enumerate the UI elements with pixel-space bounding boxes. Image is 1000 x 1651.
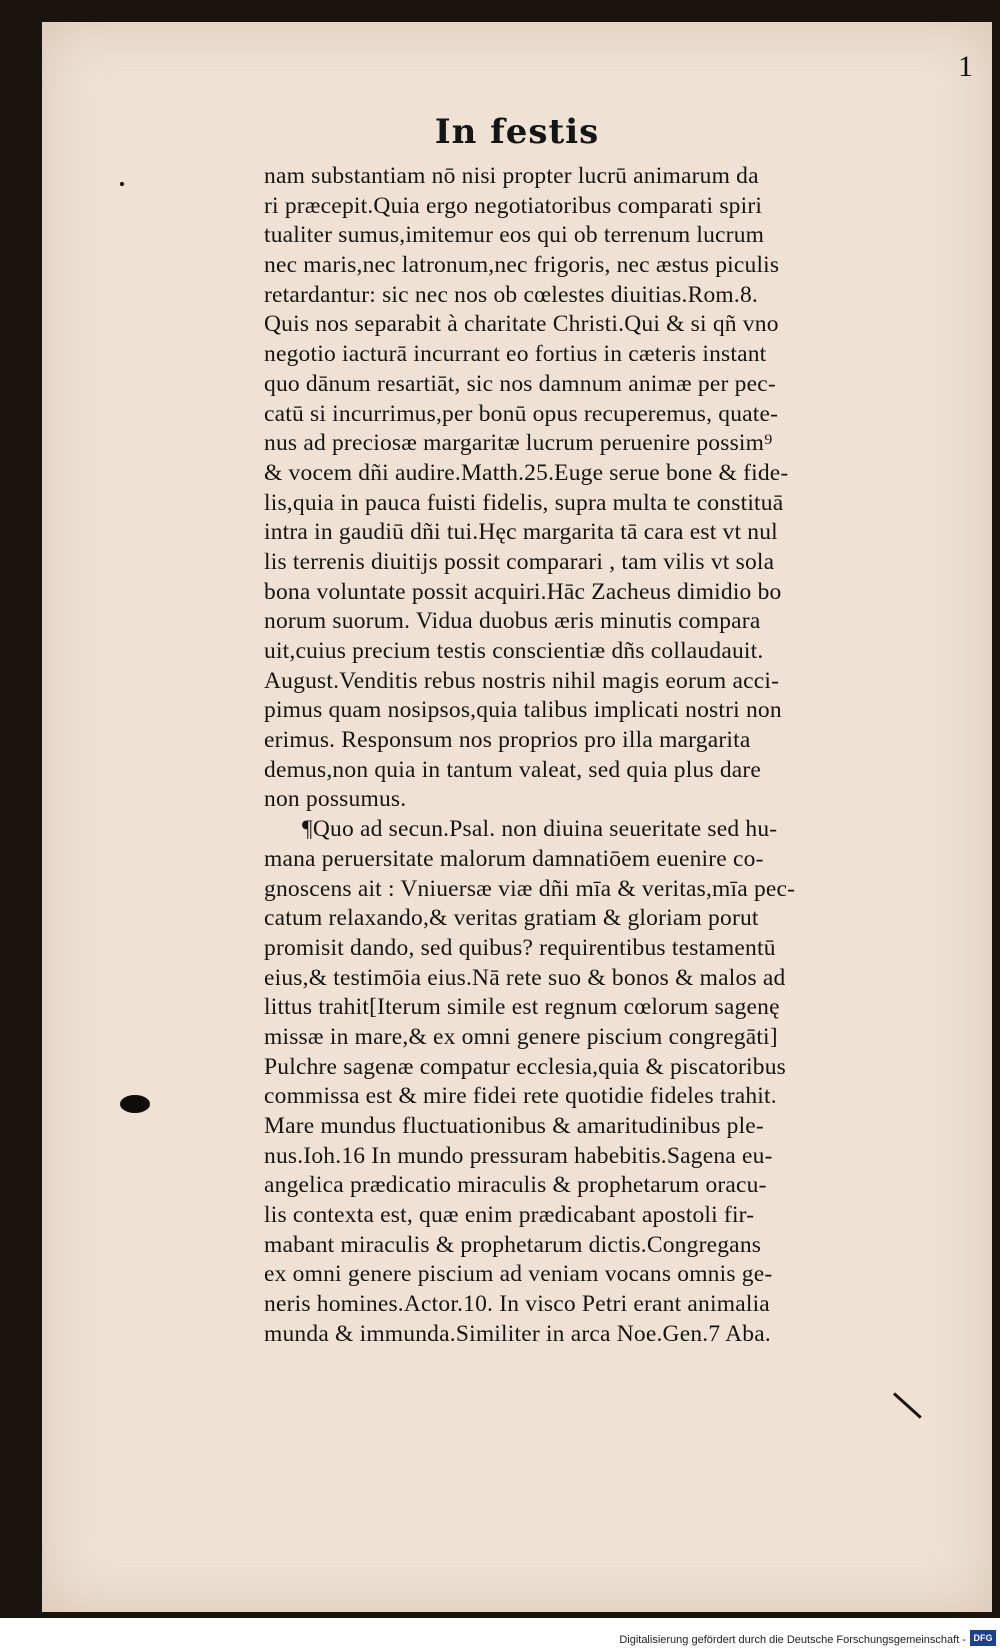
text-line: Pulchre sagenæ compatur ecclesia,quia & piscatoribus — [264, 1053, 787, 1080]
text-line: tualiter sumus,imitemur eos qui ob terrenum lucrum — [264, 222, 765, 249]
text-line: nec maris,nec latronum,nec frigoris, nec æstus piculis — [264, 252, 780, 279]
text-line: promisit dando, sed quibus? requirentibus testamentū — [264, 934, 776, 961]
text-line: pimus quam nosipsos,quia talibus implicati nostri non — [264, 697, 782, 724]
text-line: eius,& testimōia eius.Nā rete suo & bonos & malos ad — [264, 964, 786, 991]
folio-number: 1 — [958, 50, 973, 83]
text-line: norum suorum. Vidua duobus æris minutis compara — [264, 608, 761, 635]
text-line: lis terrenis diuitijs possit comparari , tam vilis vt sola — [264, 548, 775, 575]
text-line: intra in gaudiū dñi tui.Hęc margarita tā cara est vt nul — [264, 519, 778, 546]
text-line: demus,non quia in tantum valeat, sed quia plus dare — [264, 756, 762, 783]
text-line: & vocem dñi audire.Matth.25.Euge serue bone & fide- — [264, 459, 789, 486]
text-line: mana peruersitate malorum damnatiōem euenire co- — [264, 845, 764, 872]
pen-stroke — [893, 1392, 922, 1418]
text-line: nus ad preciosæ margaritæ lucrum peruenire possim⁹ — [264, 430, 773, 457]
ink-speck — [120, 182, 124, 186]
dfg-logo: DFG — [970, 1630, 996, 1646]
text-line: non possumus. — [264, 786, 407, 813]
text-line: nam substantiam nō nisi propter lucrū animarum da — [264, 163, 759, 189]
text-line: commissa est & mire fidei rete quotidie fideles trahit. — [264, 1083, 777, 1110]
text-line: missæ in mare,& ex omni genere piscium congregāti] — [264, 1023, 778, 1050]
text-line: ex omni genere piscium ad veniam vocans omnis ge- — [264, 1261, 773, 1288]
text-line: negotio iacturā incurrant eo fortius in cæteris instant — [264, 341, 767, 368]
text-line: littus trahit[Iterum simile est regnum cœlorum sagenę — [264, 994, 780, 1021]
text-line: quo dānum resartiāt, sic nos damnum animæ per pec- — [264, 370, 776, 397]
text-line: angelica prædicatio miraculis & prophetarum oracu- — [264, 1172, 767, 1199]
text-line: nus.Ioh.16 In mundo pressuram habebitis.Sagena eu- — [264, 1142, 773, 1169]
funding-credit: Digitalisierung gefördert durch die Deutsche Forschungsgemeinschaft - — [619, 1634, 966, 1646]
text-line: uit,cuius precium testis conscientiæ dñs collaudauit. — [264, 638, 764, 664]
text-line: erimus. Responsum nos proprios pro illa margarita — [264, 727, 751, 754]
text-line: ri præcepit.Quia ergo negotiatoribus comparati spiri — [264, 192, 763, 219]
body-text — [264, 162, 974, 1350]
text-line: gnoscens ait : Vniuersæ viæ dñi mīa & veritas,mīa pec- — [264, 875, 796, 902]
text-line: munda & immunda.Similiter in arca Noe.Gen.7 Aba. — [264, 1320, 771, 1347]
text-line: neris homines.Actor.10. In visco Petri erant animalia — [264, 1291, 770, 1318]
text-line: mabant miraculis & prophetarum dictis.Congregans — [264, 1231, 762, 1258]
text-line: lis,quia in pauca fuisti fidelis, supra multa te constituā — [264, 489, 784, 516]
paragraph-start-line: ¶Quo ad secun.Psal. non diuina seueritate sed hu- — [302, 816, 778, 843]
text-line: catū si incurrimus,per bonū opus recuperemus, quate- — [264, 400, 779, 427]
text-line: retardantur: sic nec nos ob cœlestes diuitias.Rom.8. — [264, 281, 758, 308]
text-line: lis contexta est, quæ enim prædicabant apostoli fir- — [264, 1202, 755, 1229]
ink-blot — [120, 1095, 150, 1113]
book-page — [42, 22, 992, 1612]
running-head: In festis — [434, 112, 600, 152]
text-line: bona voluntate possit acquiri.Hāc Zacheus dimidio bo — [264, 578, 782, 605]
text-line: Mare mundus fluctuationibus & amaritudinibus ple- — [264, 1113, 764, 1139]
text-line: Quis nos separabit à charitate Christi.Qui & si qñ vno — [264, 311, 779, 338]
text-line: catum relaxando,& veritas gratiam & gloriam porut — [264, 905, 759, 932]
text-line: August.Venditis rebus nostris nihil magis eorum acci- — [264, 667, 780, 694]
